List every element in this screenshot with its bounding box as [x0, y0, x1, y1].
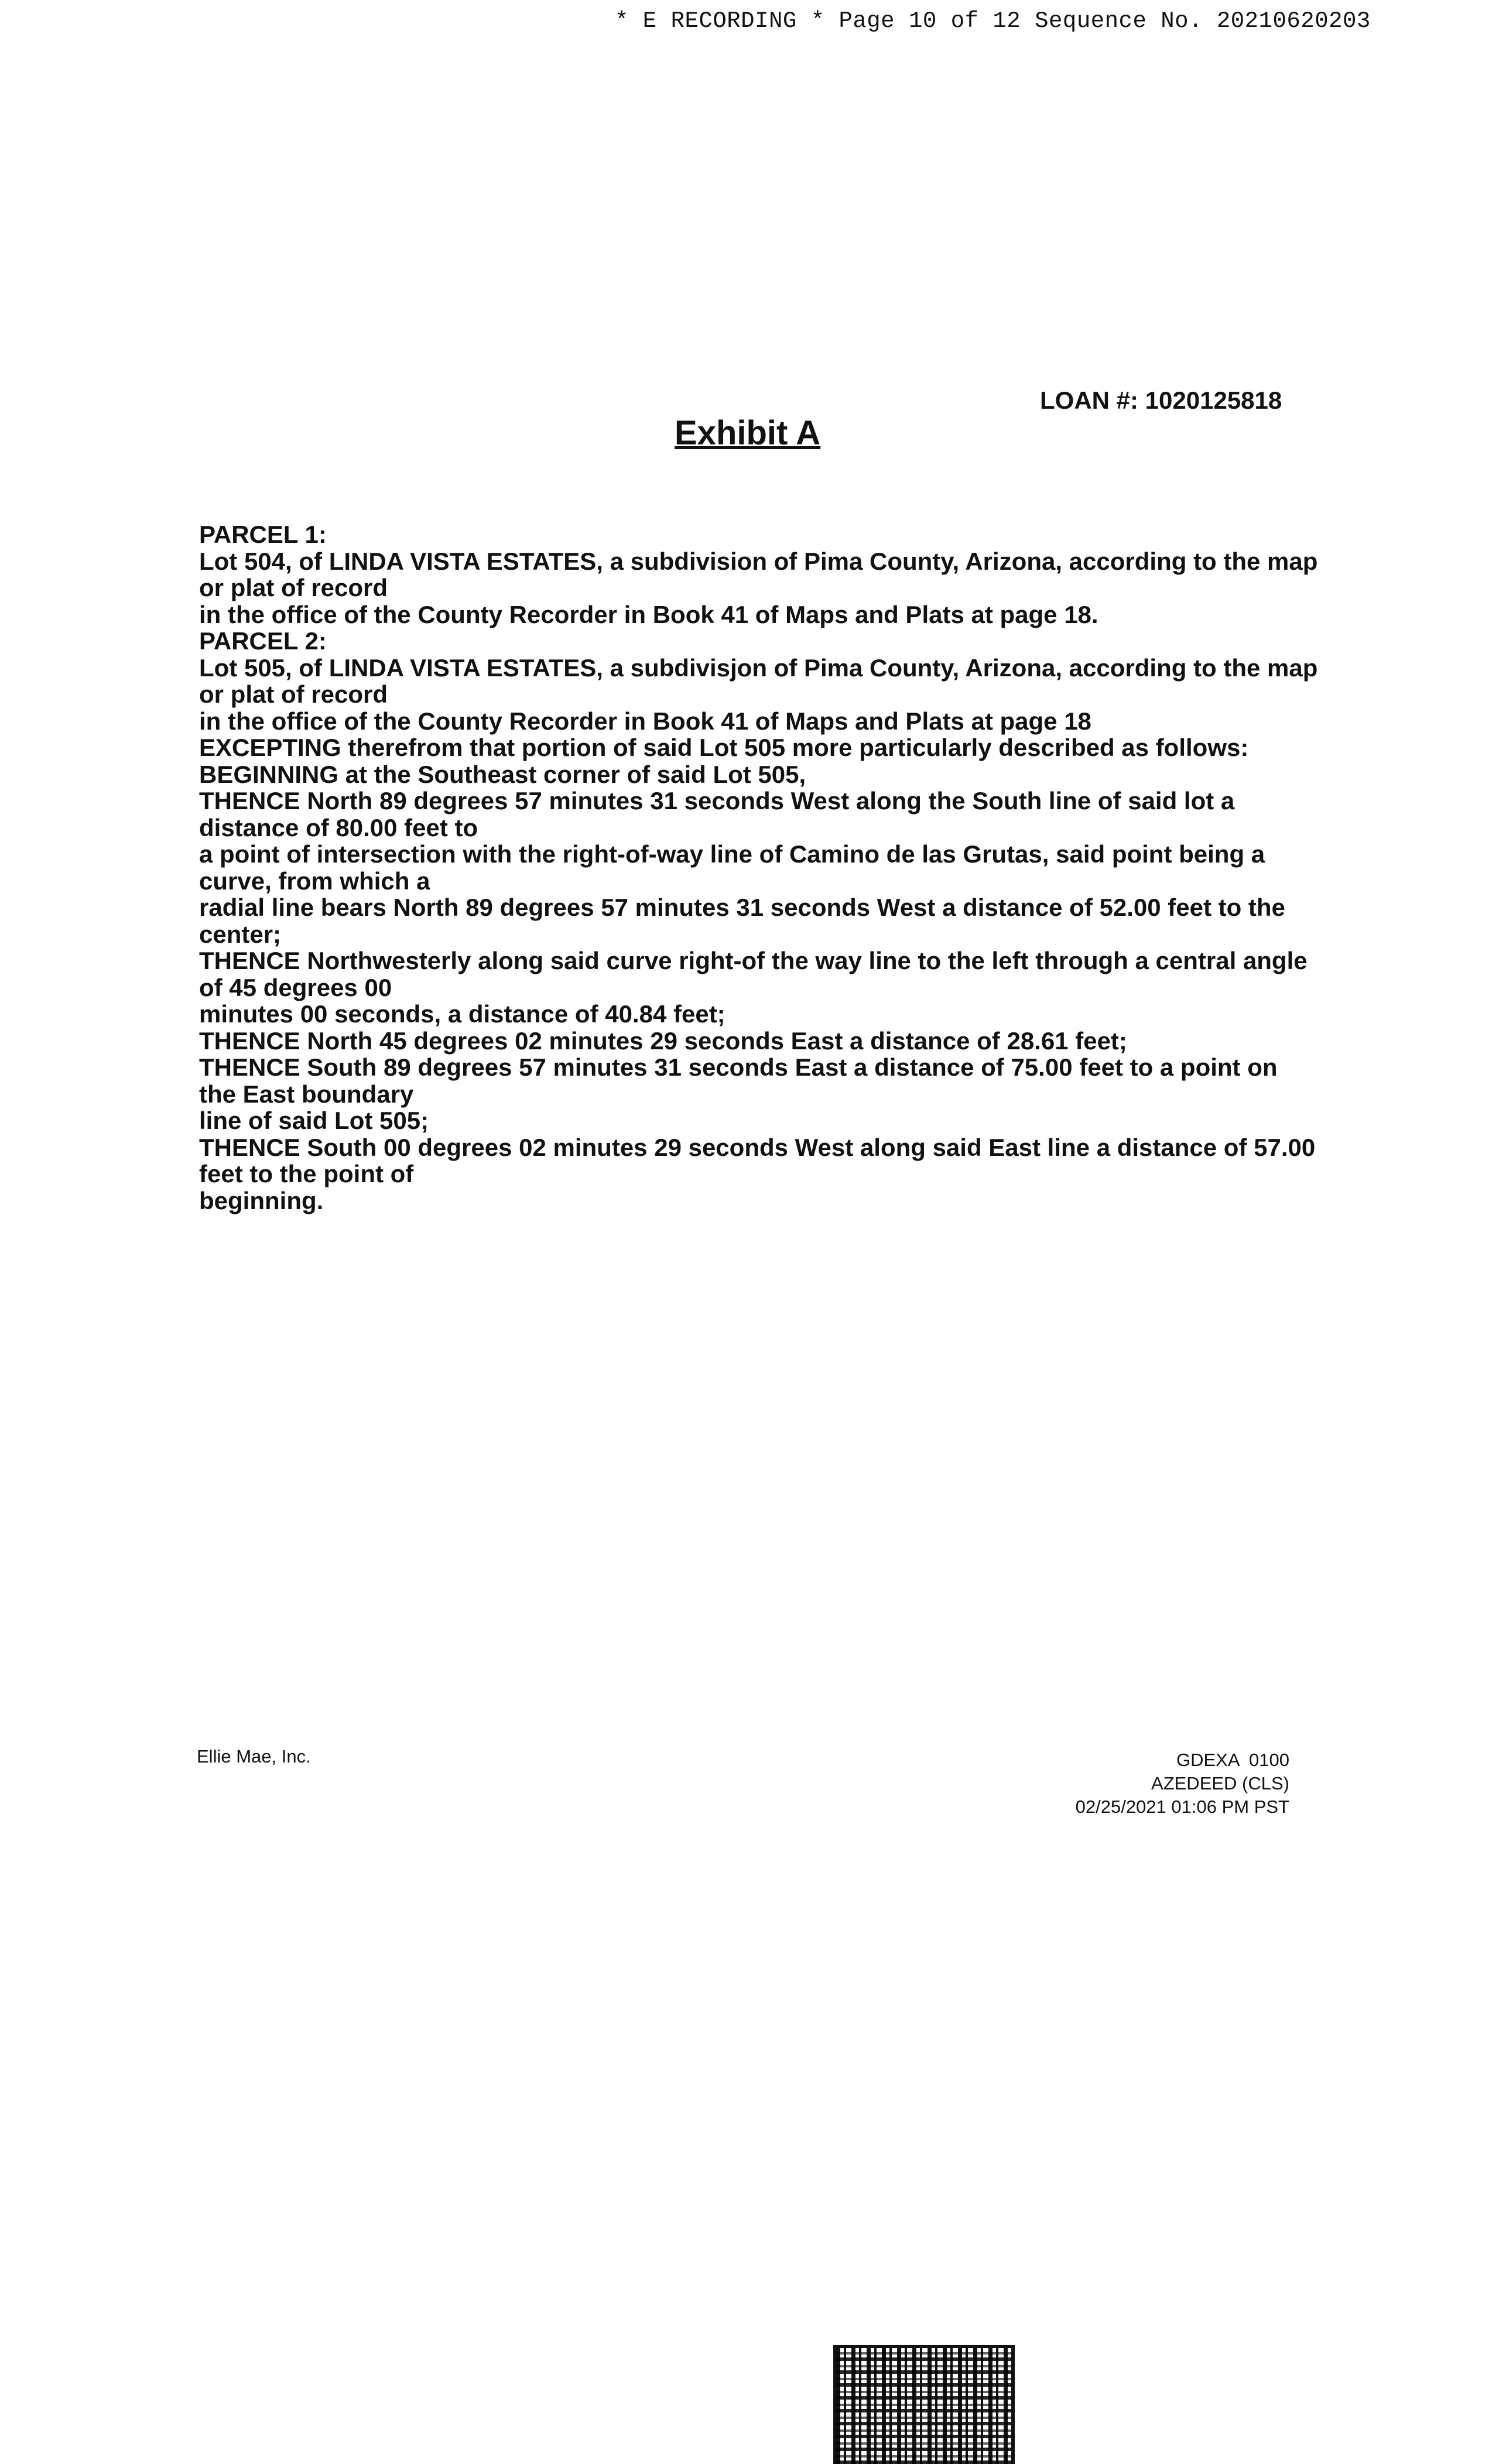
legal-line: THENCE South 00 degrees 02 minutes 29 seconds West along said East line a distance of 57.00	[199, 1133, 1316, 1161]
loan-number: LOAN #: 1020125818	[1040, 386, 1282, 414]
recording-header: * E RECORDING * Page 10 of 12 Sequence No. 20210620203	[615, 8, 1371, 34]
form-timestamp: 02/25/2021 01:06 PM PST	[1075, 1796, 1289, 1817]
legal-line: a point of intersection with the right-of-way line of Camino de las Grutas, said point being a	[199, 840, 1265, 868]
legal-description	[199, 521, 1318, 1214]
legal-line: PARCEL 2:	[199, 627, 327, 655]
legal-line: Lot 505, of LINDA VISTA ESTATES, a subdivisjon of Pima County, Arizona, according to the map	[199, 653, 1318, 682]
legal-line: feet to the point of	[199, 1160, 414, 1187]
legal-line: THENCE North 45 degrees 02 minutes 29 seconds East a distance of 28.61 feet;	[199, 1026, 1127, 1055]
barcode-2d	[836, 2348, 1012, 2464]
legal-line: BEGINNING at the Southeast corner of said Lot 505,	[199, 760, 806, 788]
legal-line: THENCE North 89 degrees 57 minutes 31 seconds West along the South line of said lot a	[199, 787, 1235, 815]
legal-line: THENCE South 89 degrees 57 minutes 31 seconds East a distance of 75.00 feet to a point on	[199, 1053, 1278, 1081]
legal-line: EXCEPTING therefrom that portion of said Lot 505 more particularly described as follows:	[199, 734, 1249, 761]
form-info	[1076, 1748, 1289, 1819]
legal-line: in the office of the County Recorder in Book 41 of Maps and Plats at page 18.	[199, 600, 1098, 628]
company-name: Ellie Mae, Inc.	[197, 1746, 311, 1767]
legal-line: the East boundary	[199, 1080, 414, 1108]
legal-line: curve, from which a	[199, 867, 430, 895]
legal-line: Lot 504, of LINDA VISTA ESTATES, a subdivision of Pima County, Arizona, according to the map	[199, 547, 1318, 575]
legal-line: radial line bears North 89 degrees 57 minutes 31 seconds West a distance of 52.00 feet to the	[199, 894, 1285, 921]
legal-line: distance of 80.00 feet to	[199, 813, 478, 841]
legal-line: PARCEL 1:	[199, 521, 327, 548]
legal-line: of 45 degrees 00	[199, 973, 392, 1001]
legal-line: THENCE Northwesterly along said curve right-of the way line to the left through a central angle	[199, 947, 1308, 974]
form-code: GDEXA 0100	[1176, 1750, 1289, 1770]
page-title: Exhibit A	[675, 414, 821, 452]
form-name: AZEDEED (CLS)	[1151, 1773, 1289, 1794]
legal-line: or plat of record	[199, 680, 388, 708]
legal-line: or plat of record	[199, 574, 388, 601]
legal-line: beginning.	[199, 1186, 324, 1214]
legal-line: in the office of the County Recorder in Book 41 of Maps and Plats at page 18	[199, 707, 1091, 735]
legal-line: minutes 00 seconds, a distance of 40.84 feet;	[199, 1000, 725, 1028]
legal-line: line of said Lot 505;	[199, 1107, 429, 1134]
legal-line: center;	[199, 920, 282, 948]
